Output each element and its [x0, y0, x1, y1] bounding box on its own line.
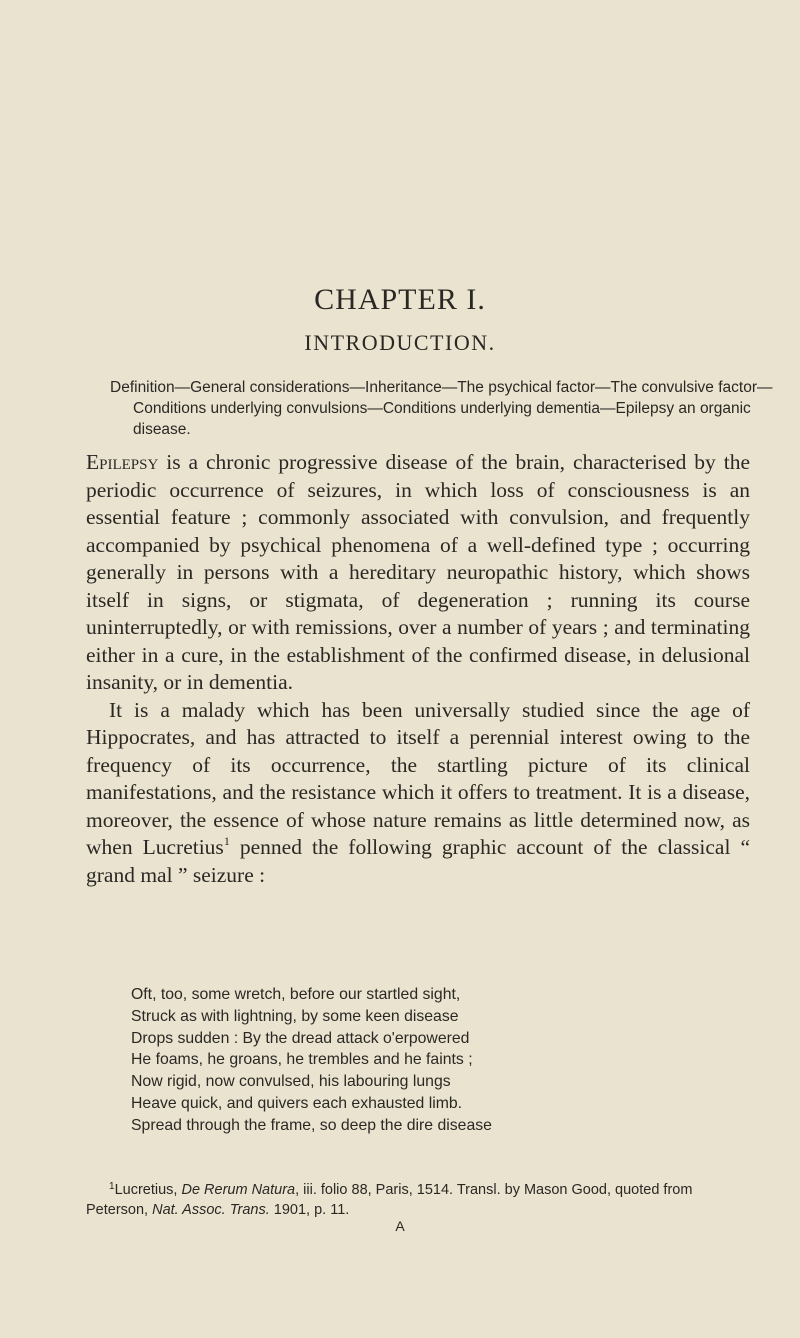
footnote-journal: Nat. Assoc. Trans.	[152, 1202, 270, 1218]
lead-word: Epilepsy	[86, 450, 159, 474]
verse-line: He foams, he groans, he trembles and he faints ;	[131, 1051, 473, 1069]
verse-line: Drops sudden : By the dread attack o'erpowered	[131, 1029, 470, 1047]
verse-line: Oft, too, some wretch, before our startled sight,	[131, 986, 461, 1003]
footnote-details: , iii. folio 88, Paris, 1514. Transl. by Mason Good, quoted from Peterson,	[86, 1182, 693, 1218]
paragraph-1	[86, 449, 750, 697]
main-text	[86, 449, 750, 889]
footnote	[86, 1180, 750, 1220]
chapter-heading: CHAPTER I.	[314, 283, 486, 316]
footnote-mark: 1	[109, 1181, 115, 1192]
paragraph-2	[86, 697, 750, 890]
chapter-synopsis: Definition—General considerations—Inheritance—The psychical factor—The convulsive factor—Conditions underlying convulsions—Conditions underlying dementia—Epilepsy an organic disease.	[110, 379, 773, 438]
verse-line: Heave quick, and quivers each exhausted limb.	[131, 1094, 463, 1112]
paragraph-2-text-b: penned the following graphic account of the classical “ grand mal ” seizure :	[86, 835, 750, 887]
verse-line: Now rigid, now convulsed, his labouring lungs	[131, 1073, 451, 1091]
verse-line: Struck as with lightning, by some keen disease	[131, 1007, 459, 1025]
footnote-author: Lucretius,	[114, 1182, 182, 1198]
paragraph-1-text: is a chronic progressive disease of the brain, characterised by the periodic occurrence of seizures, in which loss of consciousness is an essential feature ; commonly associated with convulsion, and frequently accompanied by psychical phenomena of a well-defined type ; occurring generally in persons with a hereditary neuropathic history, which shows itself in signs, or stigmata, of degeneration ; running its course uninterruptedly, or with remissions, over a number of years ; and terminating either in a cure, in the establishment of the confirmed disease, in delusional insanity, or in dementia.	[86, 450, 750, 694]
footnote-reference: 1	[223, 834, 230, 848]
paragraph-2-text-a: It is a malady which has been universally studied since the age of Hippocrates, and has attracted to itself a perennial interest owing to the frequency of its occurrence, the startling picture of its clinical manifestations, and the resistance which it offers to treatment. It is a disease, moreover, the essence of whose nature remains as little determined now, as when Lucretius	[86, 697, 750, 859]
footnote-work: De Rerum Natura	[181, 1182, 296, 1198]
footnote-end: 1901, p. 11.	[269, 1202, 350, 1218]
section-title: INTRODUCTION.	[304, 330, 496, 355]
verse-line: Spread through the frame, so deep the dire disease	[131, 1116, 492, 1134]
verse-quote	[131, 984, 751, 1137]
signature-mark: A	[395, 1218, 405, 1234]
